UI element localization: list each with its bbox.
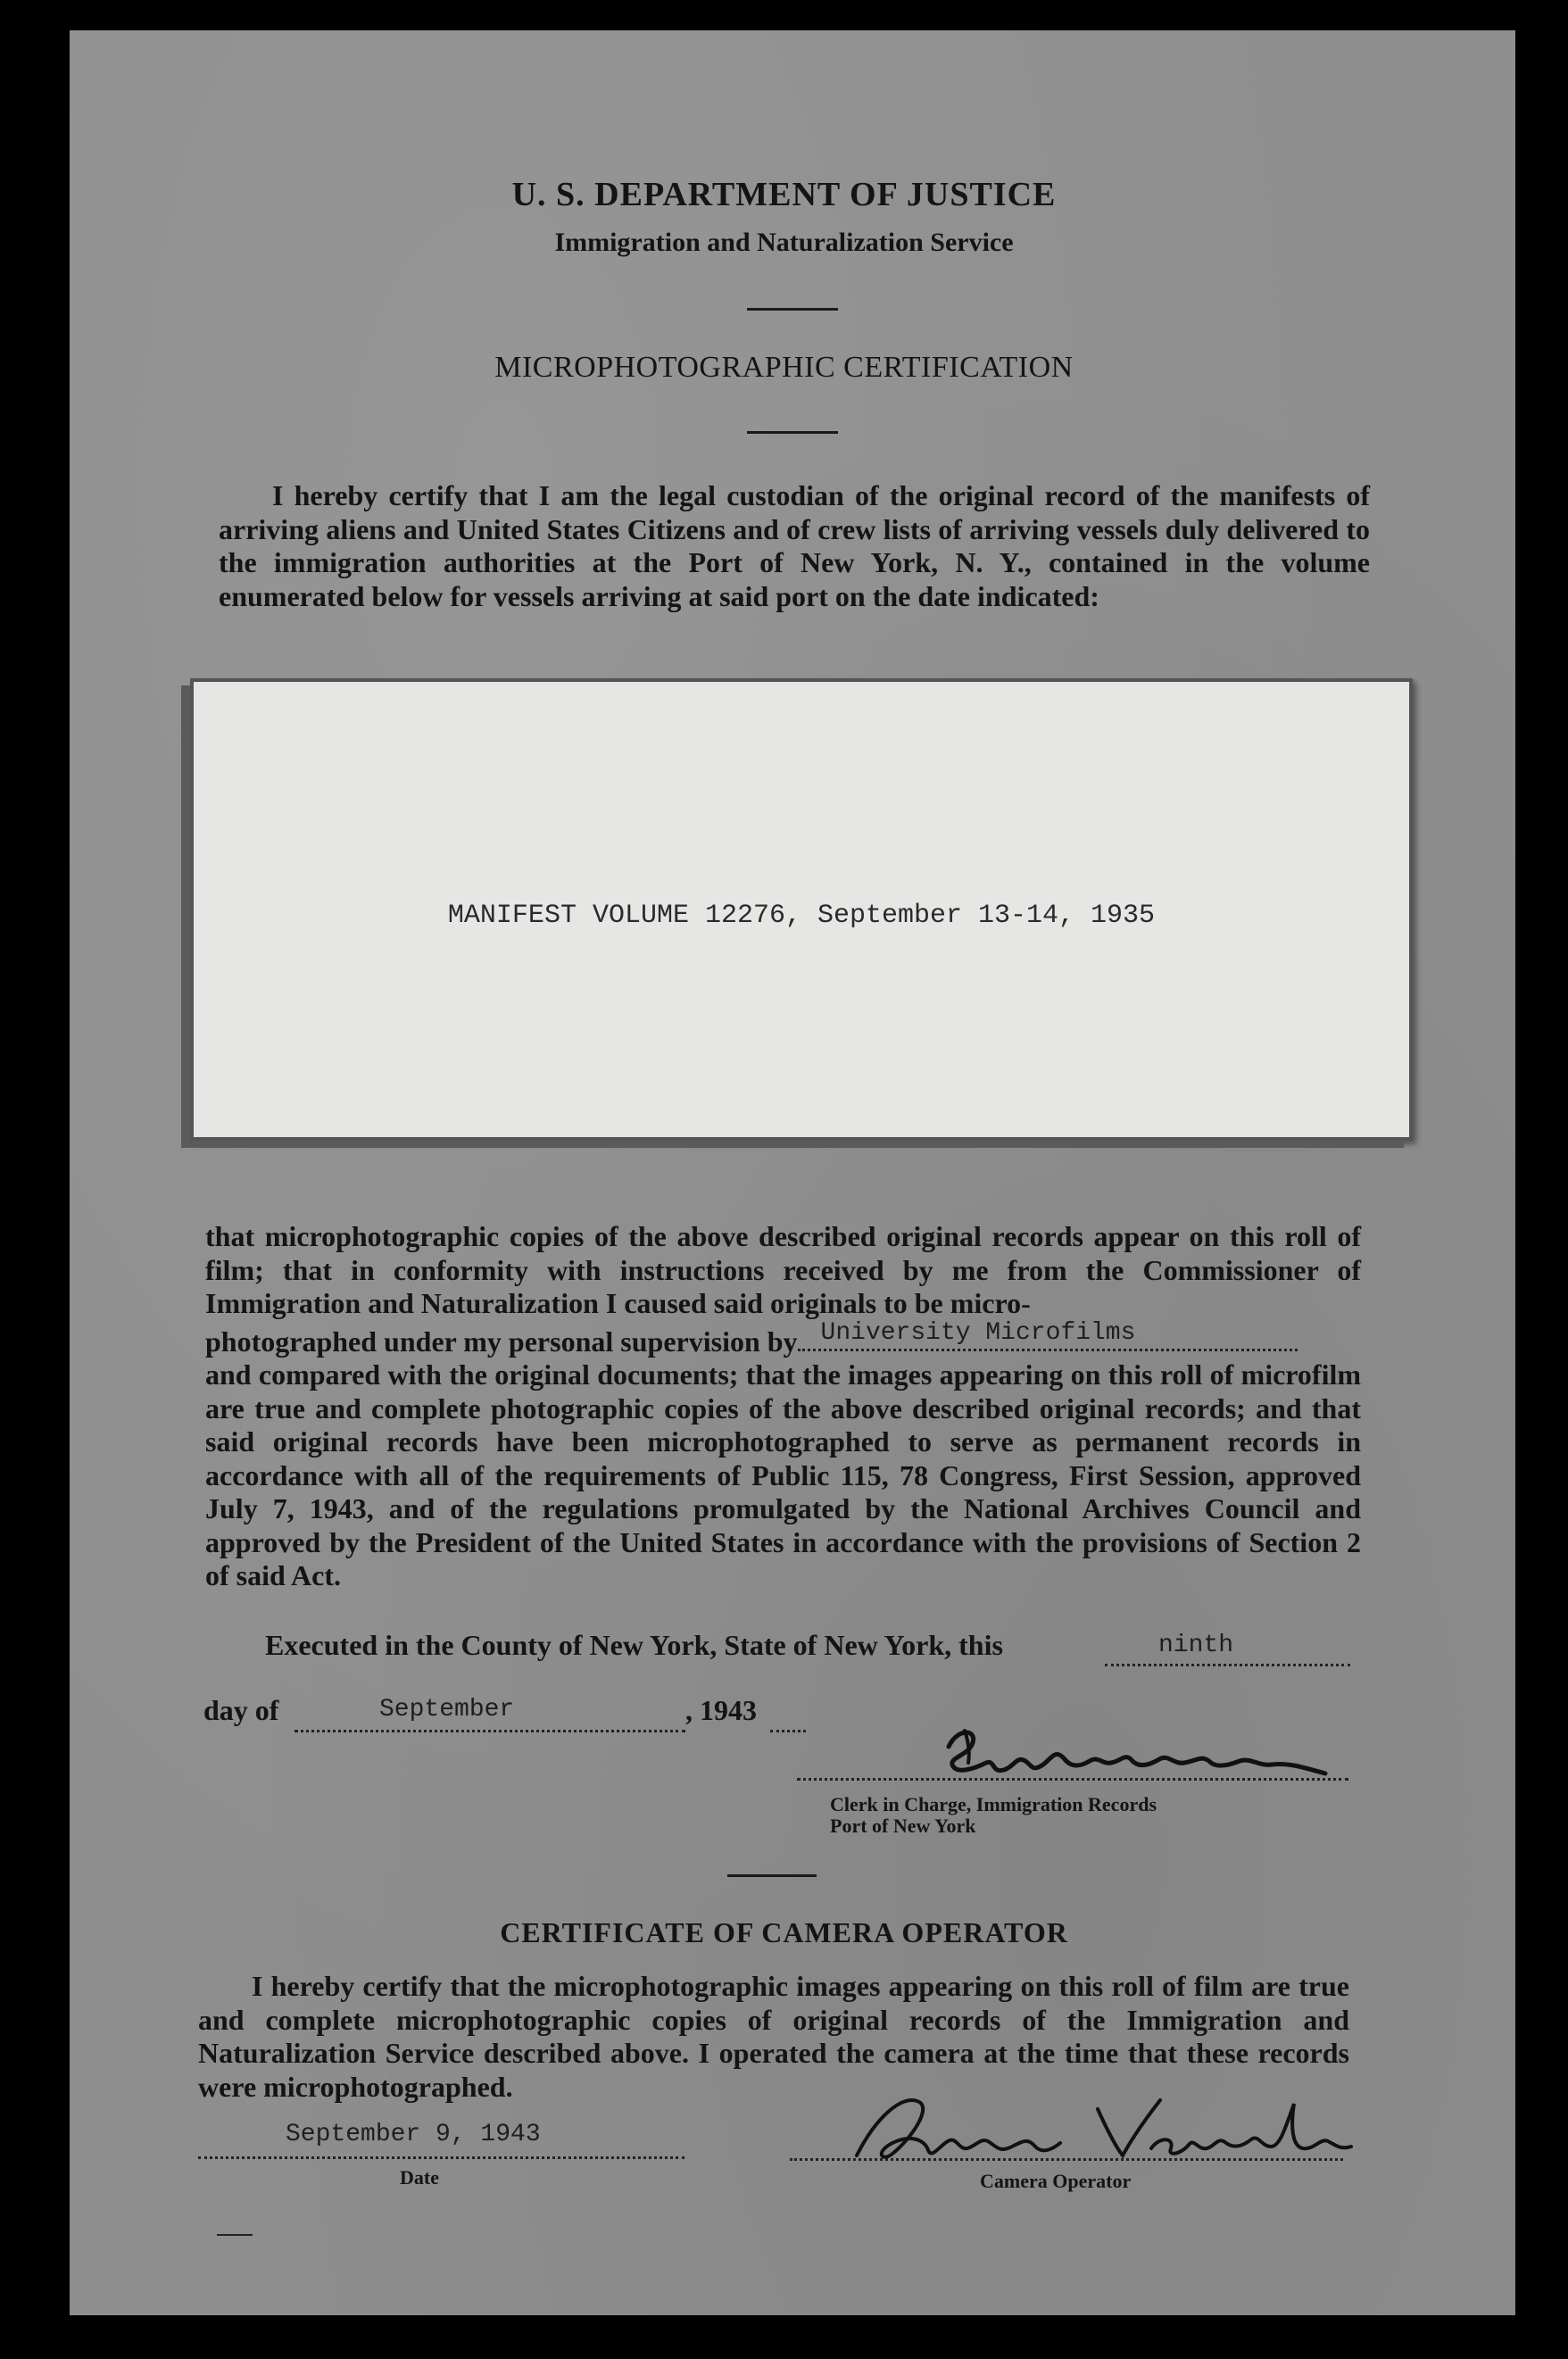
clerk-caption xyxy=(830,1794,1157,1837)
certification-title: MICROPHOTOGRAPHIC CERTIFICATION xyxy=(494,351,1074,384)
manifest-volume-card xyxy=(190,678,1413,1141)
clerk-caption-title: Clerk in Charge, Immigration Records xyxy=(830,1793,1157,1815)
execution-day-field xyxy=(1105,1632,1350,1666)
body-paragraph-part1: that microphotographic copies of the above described original records appear on this roll of film; that in conformity with instructions received by me from the Commissioner of Immigration and Naturalization I caused said originals to be micro- xyxy=(205,1220,1361,1319)
intro-paragraph xyxy=(219,479,1370,613)
execution-day-value: ninth xyxy=(1158,1632,1234,1659)
execution-month-value: September xyxy=(379,1696,515,1724)
day-of-label: day of xyxy=(203,1694,279,1726)
photographed-by-label: photographed under my personal supervision by xyxy=(205,1325,798,1358)
photographed-by-line xyxy=(205,1319,1361,1359)
camera-certificate-text: I hereby certify that the microphotographic images appearing on this roll of film are true and complete microphotographic copies of original records of the Immigration and Naturalization Service described above. I operated the camera at the time that these records were microphotographed. xyxy=(198,1970,1349,2103)
corner-mark xyxy=(217,2234,253,2236)
intro-paragraph-text: I hereby certify that I am the legal custodian of the original record of the manifests of arriving aliens and United States Citizens and of crew lists of arriving vessels duly delivered to the immigration authorities at the Port of New York, N. Y., contained in the volume enumerated below for vessels arriving at said port on the date indicated: xyxy=(219,479,1370,612)
camera-operator-caption: Camera Operator xyxy=(980,2170,1132,2192)
executed-label: Executed in the County of New York, State of New York, this xyxy=(265,1629,1003,1661)
manifest-volume-text: MANIFEST VOLUME 12276, September 13-14, 1935 xyxy=(447,901,1156,931)
body-paragraph xyxy=(205,1220,1361,1593)
service-subtitle: Immigration and Naturalization Service xyxy=(554,228,1014,257)
camera-certificate-title: CERTIFICATE OF CAMERA OPERATOR xyxy=(500,1916,1068,1948)
body-paragraph-part2: and compared with the original documents; that the images appearing on this roll of microfilm are true and complete photographic copies of the above described original records; and that said original records have been microphotographed to serve as permanent records in accordance with all of the requirements of Public 115, 78 Congress, First Session, approved July 7, 1943, and of the regulations promulgated by the National Archives Council and approved by the President of the United States in accordance with the provisions of Section 2 of said Act. xyxy=(205,1358,1361,1591)
execution-year-dots xyxy=(770,1707,806,1732)
camera-date-field xyxy=(198,2121,684,2159)
photographed-by-field xyxy=(798,1319,1298,1351)
camera-date-caption: Date xyxy=(400,2166,439,2189)
clerk-signature-line xyxy=(797,1774,1348,1781)
execution-month-field xyxy=(295,1696,685,1732)
camera-operator-line xyxy=(790,2155,1343,2161)
camera-date-value: September 9, 1943 xyxy=(286,2121,541,2148)
clerk-caption-port: Port of New York xyxy=(830,1815,976,1837)
certification-divider xyxy=(747,431,838,434)
execution-year: , 1943 xyxy=(685,1694,757,1726)
section-divider xyxy=(727,1874,817,1877)
department-title: U. S. DEPARTMENT OF JUSTICE xyxy=(511,176,1057,213)
photographed-by-value: University Microfilms xyxy=(820,1319,1136,1347)
header-divider xyxy=(747,308,838,311)
